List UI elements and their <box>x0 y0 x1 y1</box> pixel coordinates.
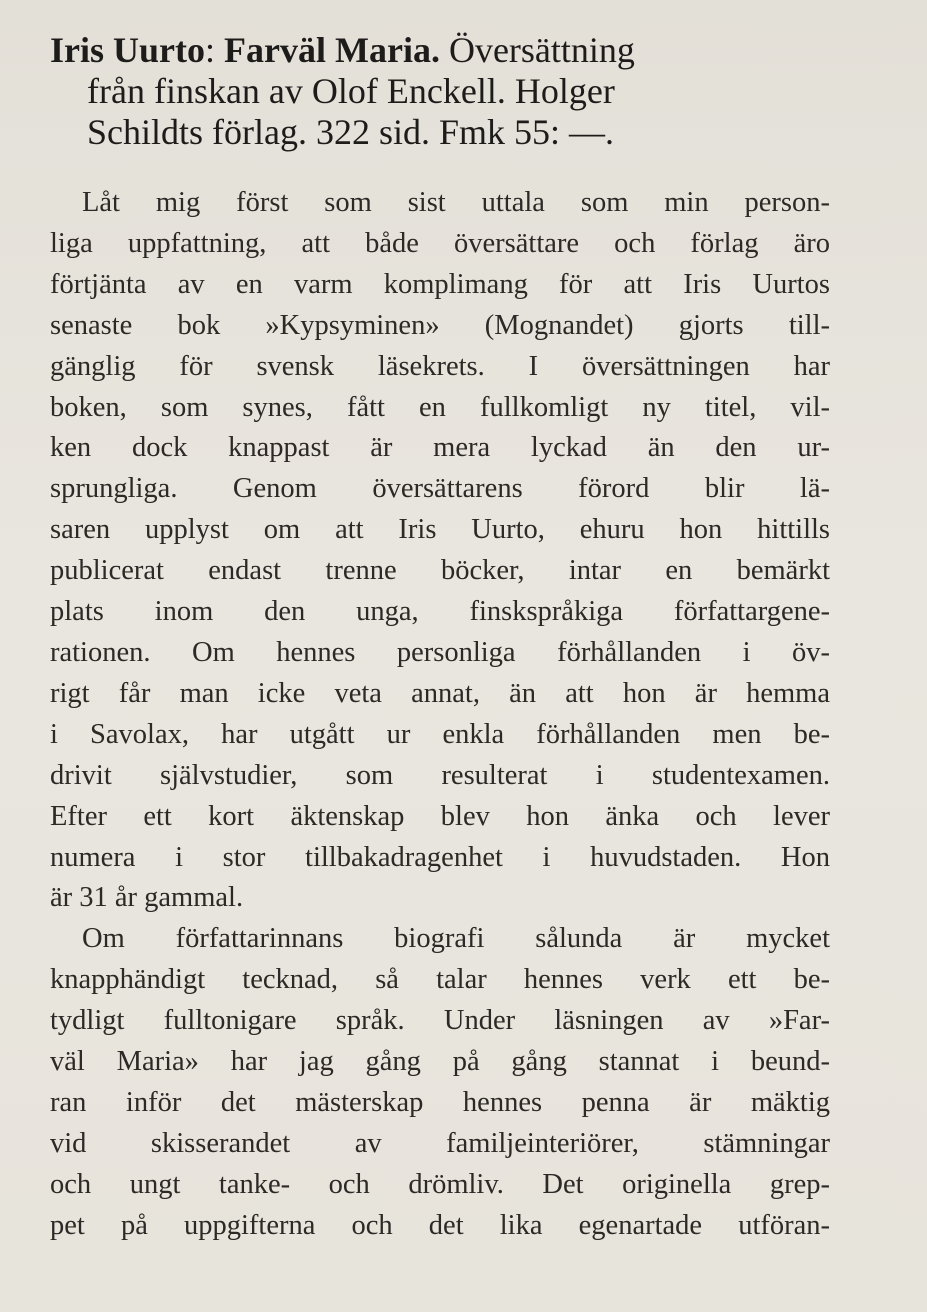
text-line: gänglig för svensk läsekrets. I översättningen har <box>50 350 830 382</box>
text-line: senaste bok »Kypsyminen» (Mognandet) gjorts till- <box>50 309 830 341</box>
review-body <box>50 183 830 1247</box>
text-line: Om författarinnans biografi sålunda är mycket <box>82 923 830 955</box>
text-line: i Savolax, har utgått ur enkla förhållanden men be- <box>50 718 830 750</box>
paragraph-2 <box>50 919 830 1246</box>
author-colon: : <box>205 30 216 70</box>
text-line: pet på uppgifterna och det lika egenartade utföran- <box>50 1209 830 1241</box>
text-line: Efter ett kort äktenskap blev hon änka och lever <box>50 800 830 832</box>
text-line: sprungliga. Genom översättarens förord blir lä- <box>50 473 830 505</box>
author-name: Iris Uurto <box>50 30 205 70</box>
text-line: rigt får man icke veta annat, än att hon är hemma <box>50 677 830 709</box>
text-line: numera i stor tillbakadragenhet i huvudstaden. Hon <box>50 841 830 873</box>
review-header <box>50 30 830 153</box>
text-line: ran inför det mästerskap hennes penna är mäktig <box>50 1086 830 1118</box>
text-line: plats inom den unga, finskspråkiga författargene- <box>50 596 830 628</box>
text-line: publicerat endast trenne böcker, intar en bemärkt <box>50 555 830 587</box>
text-line: väl Maria» har jag gång på gång stannat i beund- <box>50 1046 830 1078</box>
text-line: och ungt tanke- och drömliv. Det originella grep- <box>50 1168 830 1200</box>
paragraph-1 <box>50 183 830 919</box>
text-line: rationen. Om hennes personliga förhållanden i öv- <box>50 636 830 668</box>
book-title: Farväl Maria. <box>224 30 440 70</box>
text-line: är 31 år gammal. <box>50 882 244 914</box>
header-line-1 <box>50 30 830 71</box>
text-line: förtjänta av en varm komplimang för att Iris Uurtos <box>50 268 830 300</box>
text-line: ken dock knappast är mera lyckad än den ur- <box>50 432 830 464</box>
text-line: drivit självstudier, som resulterat i studentexamen. <box>50 759 830 791</box>
text-line: vid skisserandet av familjeinteriörer, stämningar <box>50 1127 830 1159</box>
header-line-2: från finskan av Olof Enckell. Holger <box>87 71 615 111</box>
header-line-3: Schildts förlag. 322 sid. Fmk 55: —. <box>87 112 615 152</box>
text-line: saren upplyst om att Iris Uurto, ehuru hon hittills <box>50 514 830 546</box>
translation-note: Översättning <box>448 30 635 70</box>
text-line: liga uppfattning, att både översättare och förlag äro <box>50 227 830 259</box>
text-line: Låt mig först som sist uttala som min person- <box>82 187 830 218</box>
text-line: tydligt fulltonigare språk. Under läsningen av »Far- <box>50 1005 830 1037</box>
text-line: knapphändigt tecknad, så talar hennes verk ett be- <box>50 964 830 996</box>
text-line: boken, som synes, fått en fullkomligt ny titel, vil- <box>50 391 830 423</box>
